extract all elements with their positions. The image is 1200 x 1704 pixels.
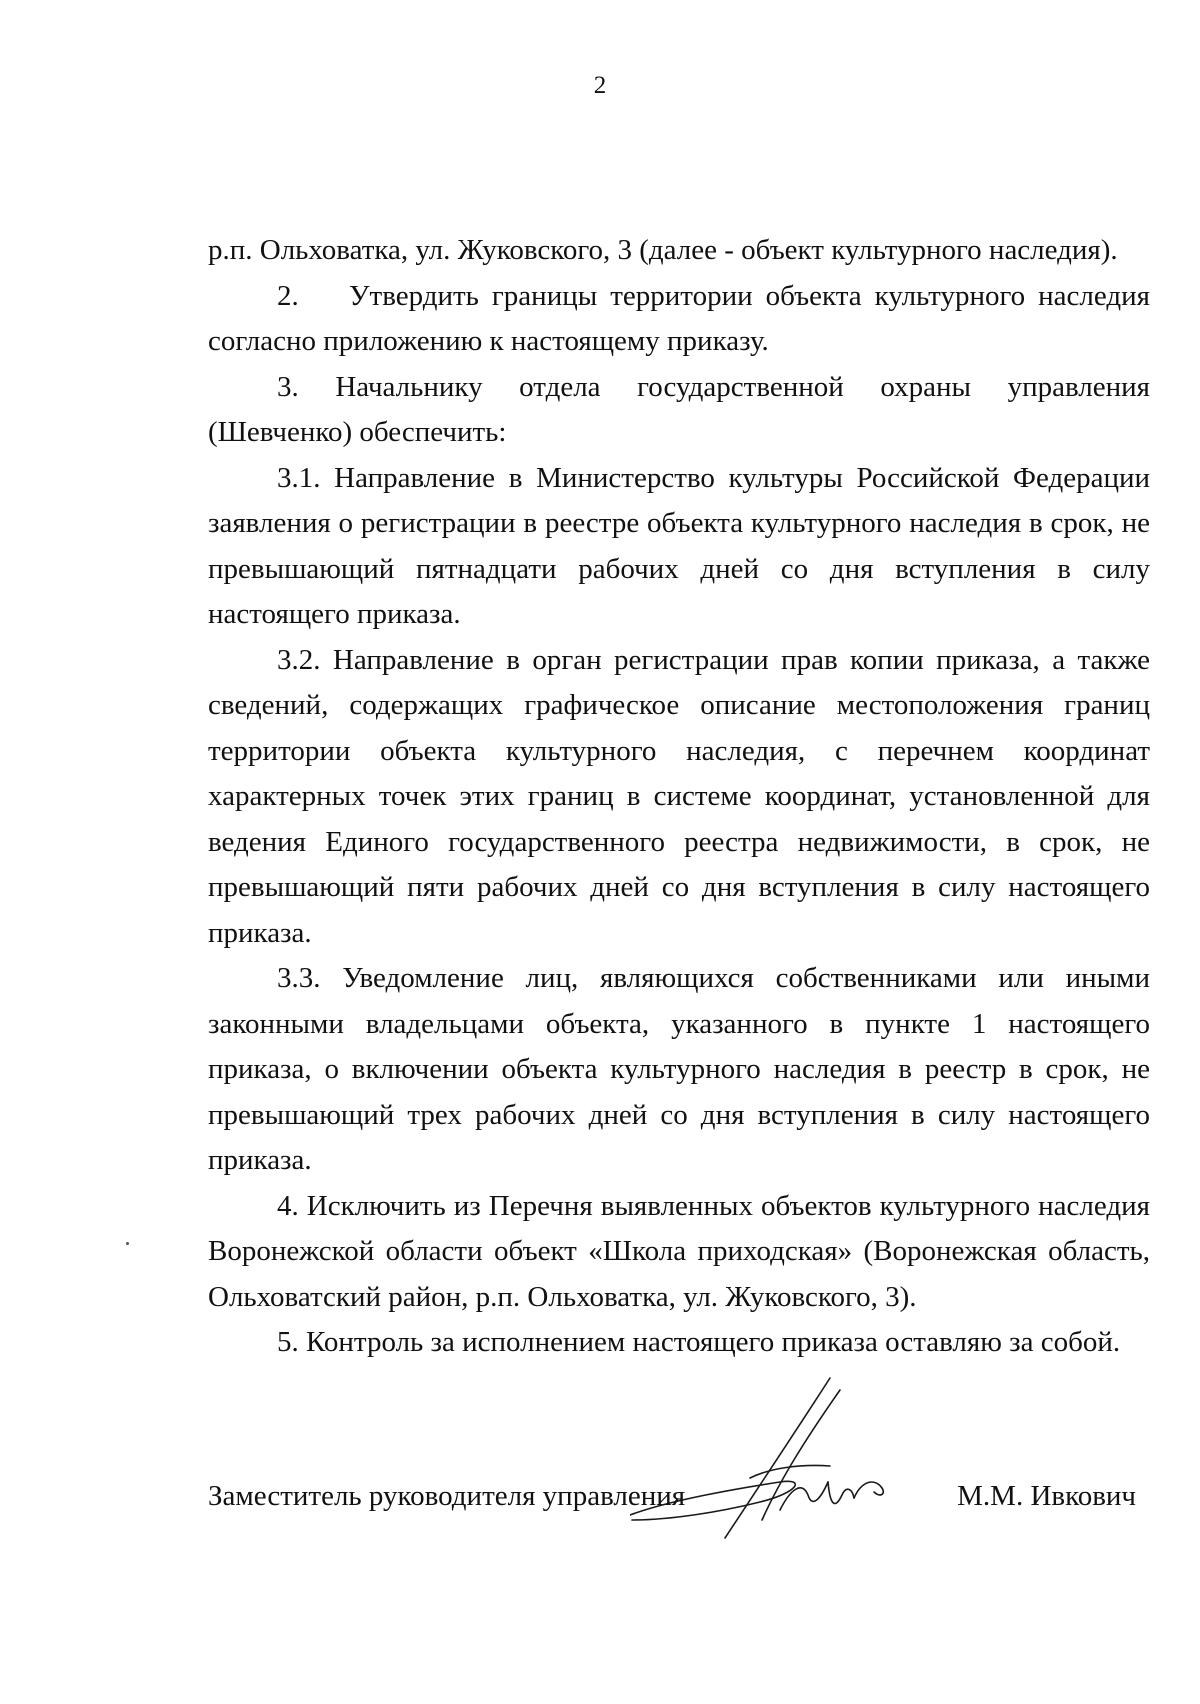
paragraph-3-2: 3.2. Направление в орган регистрации прав копии приказа, а также сведений, содержащих графическое описание местоположения границ территории объекта культурного наследия, с перечнем координат характерных точек этих границ в системе координат, установленной для ведения Единого государственного реестра недвижимости, в срок, не превышающий пяти рабочих дней со дня вступления в силу настоящего приказа.	[208, 643, 1150, 949]
paragraph-address: р.п. Ольховатка, ул. Жуковского, 3 (далее - объект культурного наследия).	[208, 234, 1118, 266]
handwritten-signature-icon	[630, 1370, 930, 1540]
scan-speck	[126, 1242, 129, 1245]
signatory-name: М.М. Ивкович	[957, 1480, 1136, 1512]
paragraph-4: 4. Исключить из Перечня выявленных объектов культурного наследия Воронежской области объект «Школа приходская» (Воронежская область, Ольховатский район, р.п. Ольховатка, ул. Жуковского, 3).	[208, 1189, 1150, 1313]
paragraph-2-number: 2.	[277, 279, 299, 312]
paragraph-2	[208, 274, 1150, 365]
page-number: 2	[593, 72, 607, 99]
paragraph-3-3: 3.3. Уведомление лиц, являющихся собственниками или иными законными владельцами объекта, указанного в пункте 1 настоящего приказа, о включении объекта культурного наследия в реестр в срок, не превышающий трех рабочих дней со дня вступления в силу настоящего приказа.	[208, 962, 1150, 1176]
paragraph-5: 5. Контроль за исполнением настоящего приказа оставляю за собой.	[277, 1326, 1121, 1358]
paragraph-2-text: Утвердить границы территории объекта культурного наследия согласно приложению к настоящему приказу.	[208, 279, 1150, 357]
paragraph-3: 3. Начальнику отдела государственной охраны управления (Шевченко) обеспечить:	[208, 370, 1150, 448]
signatory-position: Заместитель руководителя управления	[208, 1480, 686, 1512]
paragraph-3-1: 3.1. Направление в Министерство культуры Российской Федерации заявления о регистрации в реестре объекта культурного наследия в срок, не превышающий пятнадцати рабочих дней со дня вступления в силу настоящего приказа.	[208, 461, 1150, 630]
document-body	[208, 228, 1150, 1366]
